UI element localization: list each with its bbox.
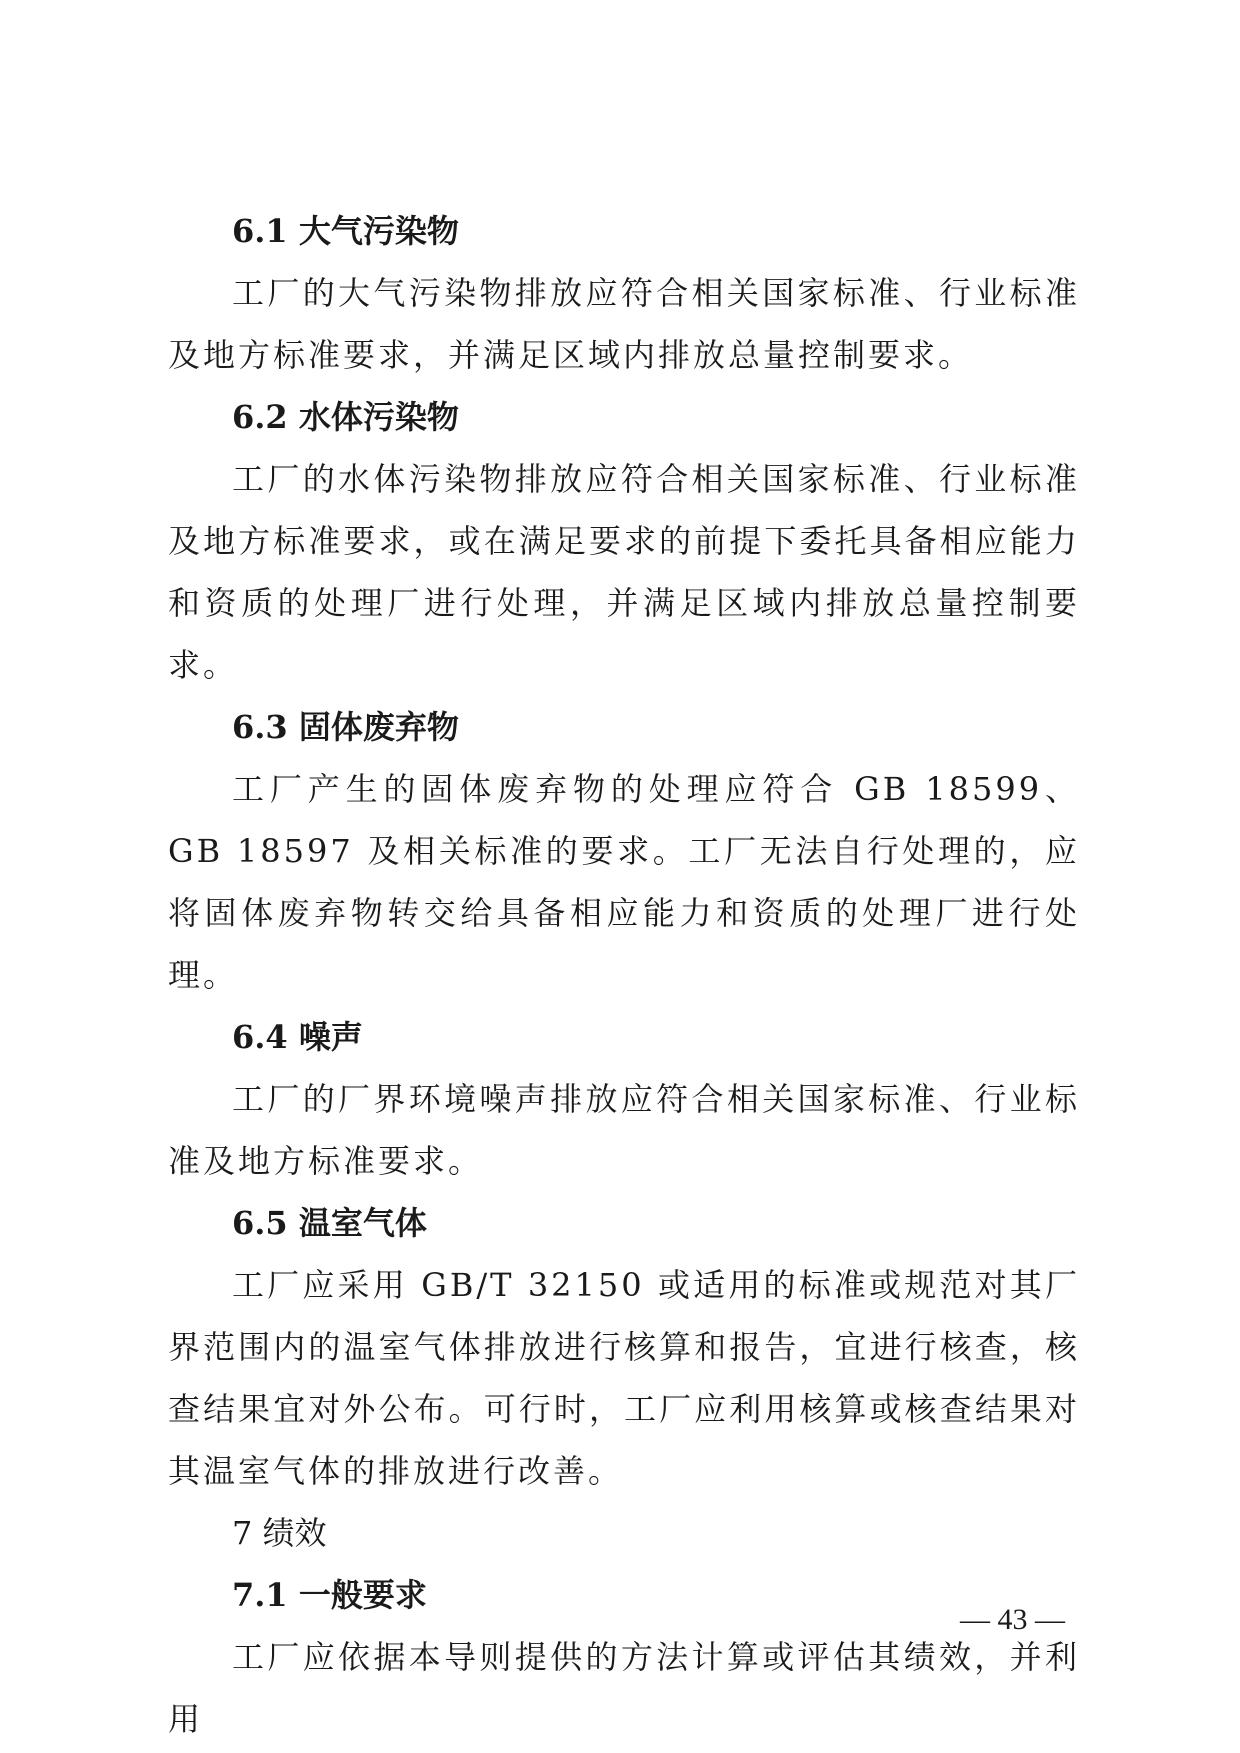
section-body-6-2: 工厂的水体污染物排放应符合相关国家标准、行业标准及地方标准要求，或在满足要求的前提下委托具备相应能力和资质的处理厂进行处理，并满足区域内排放总量控制要求。 xyxy=(168,460,1080,684)
section-body-6-1: 工厂的大气污染物排放应符合相关国家标准、行业标准及地方标准要求，并满足区域内排放总量控制要求。 xyxy=(168,274,1080,374)
page-number: — 43 — xyxy=(960,1603,1065,1636)
chapter-heading-7: 7 绩效 xyxy=(232,1514,327,1552)
section-heading-6-5: 6.5 温室气体 xyxy=(232,1204,427,1242)
section-heading-6-1: 6.1 大气污染物 xyxy=(232,212,459,250)
page-content xyxy=(168,200,1080,1750)
section-body-6-4: 工厂的厂界环境噪声排放应符合相关国家标准、行业标准及地方标准要求。 xyxy=(168,1080,1080,1180)
section-heading-7-1: 7.1 一般要求 xyxy=(232,1576,427,1614)
section-heading-6-2: 6.2 水体污染物 xyxy=(232,398,459,436)
section-heading-6-3: 6.3 固体废弃物 xyxy=(232,708,459,746)
section-body-6-5: 工厂应采用 GB/T 32150 或适用的标准或规范对其厂界范围内的温室气体排放进行核算和报告，宜进行核查，核查结果宜对外公布。可行时，工厂应利用核算或核查结果对其温室气体的排放进行改善。 xyxy=(168,1266,1080,1490)
section-body-7-1: 工厂应依据本导则提供的方法计算或评估其绩效，并利用 xyxy=(168,1638,1080,1738)
section-heading-6-4: 6.4 噪声 xyxy=(232,1018,363,1056)
section-body-6-3: 工厂产生的固体废弃物的处理应符合 GB 18599、GB 18597 及相关标准的要求。工厂无法自行处理的，应将固体废弃物转交给具备相应能力和资质的处理厂进行处理。 xyxy=(168,770,1080,994)
